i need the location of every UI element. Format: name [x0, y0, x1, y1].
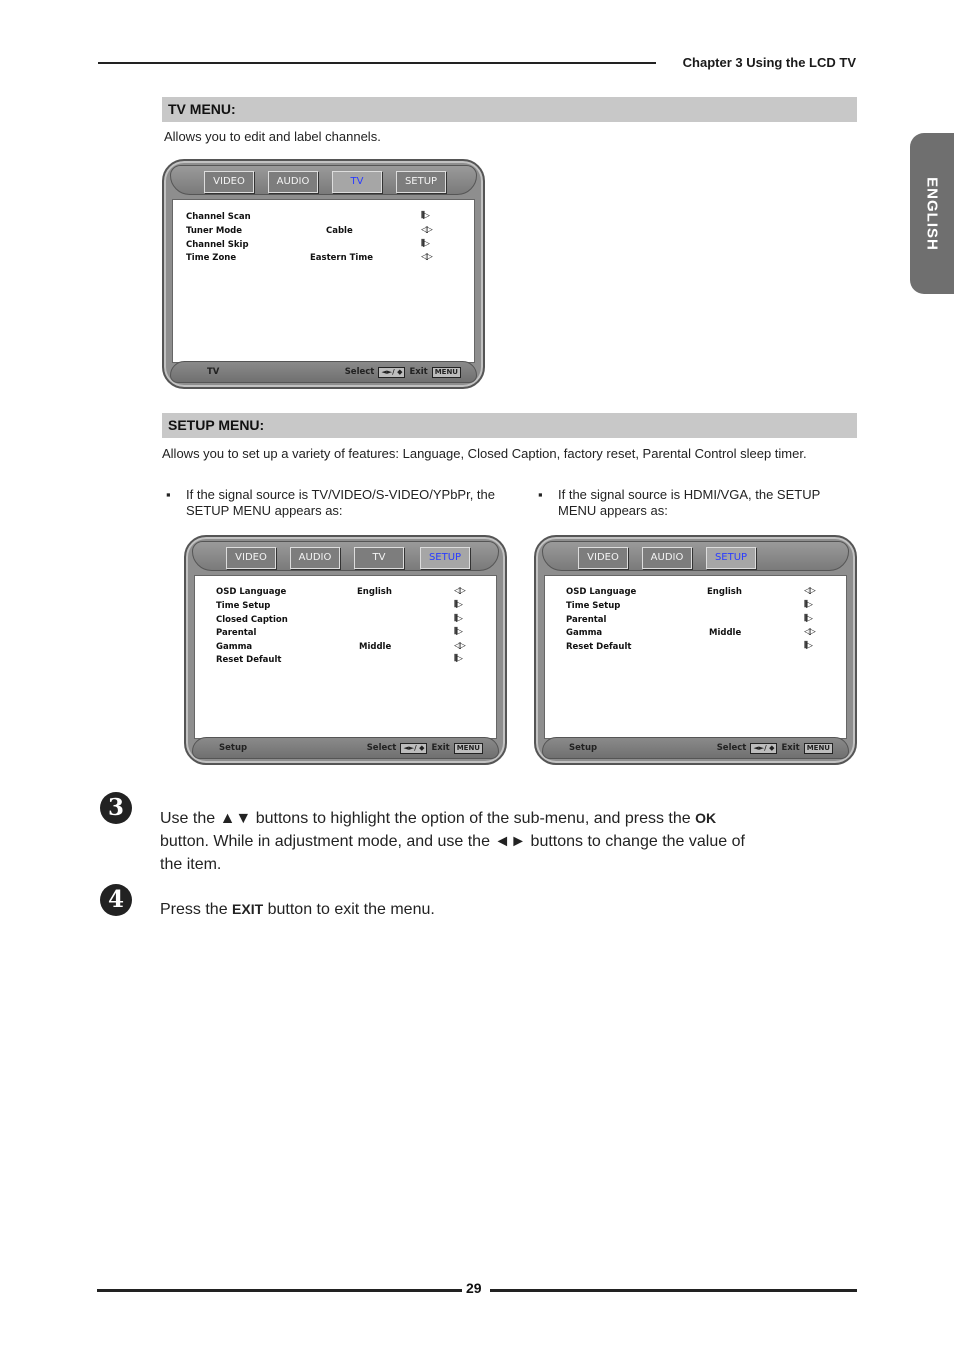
- osd-row-parental: [195, 628, 496, 641]
- left-right-icon: ◁▷: [804, 586, 814, 596]
- tv-menu-osd: [162, 159, 485, 389]
- row-label: Channel Skip: [186, 240, 249, 250]
- tab-audio: AUDIO: [290, 547, 340, 569]
- osd-row-osd-language: [545, 587, 846, 600]
- osd-footer-label: Setup: [569, 743, 598, 753]
- setup-menu-osd-tv: [184, 535, 507, 765]
- setup-menu-heading: SETUP MENU:: [168, 417, 265, 433]
- side-tab-label: ENGLISH: [923, 176, 941, 251]
- step-4-number-icon: 4: [100, 884, 132, 916]
- footer-rule-right: [490, 1289, 857, 1292]
- tv-menu-heading: TV MENU:: [168, 101, 236, 117]
- osd-row-time-zone: [173, 253, 474, 266]
- osd-footer-label: Setup: [219, 743, 248, 753]
- row-label: Closed Caption: [216, 615, 288, 625]
- osd-footer-bar: [192, 737, 499, 759]
- enter-icon: ⦀▷: [421, 239, 428, 249]
- step-3-number-icon: 3: [100, 792, 132, 824]
- osd-row-parental: [545, 615, 846, 628]
- bullet-text: If the signal source is TV/VIDEO/S-VIDEO/YPbPr, the SETUP MENU appears as:: [186, 487, 495, 518]
- left-right-icon: ◁▷: [421, 252, 431, 262]
- osd-row-time-setup: [195, 601, 496, 614]
- row-label: OSD Language: [566, 587, 637, 597]
- menu-key-icon: MENU: [804, 743, 833, 754]
- enter-icon: ⦀▷: [804, 614, 811, 624]
- left-right-icon: ◁▷: [804, 627, 814, 637]
- setup-menu-description: Allows you to set up a variety of features: Language, Closed Caption, factory reset, Parental Control sleep timer.: [162, 446, 807, 461]
- setup-menu-heading-bar: [162, 413, 857, 438]
- setup-menu-osd-hdmi: [534, 535, 857, 765]
- enter-icon: ⦀▷: [454, 654, 461, 664]
- step-4-text-pre: Press the: [160, 901, 233, 918]
- row-label: Time Setup: [566, 601, 621, 611]
- row-value: Middle: [709, 628, 742, 638]
- bullet-text: If the signal source is HDMI/VGA, the SETUP MENU appears as:: [558, 487, 821, 518]
- row-label: Channel Scan: [186, 212, 251, 222]
- arrow-keys-icon: ◄►/ ◆: [378, 367, 405, 378]
- enter-icon: ⦀▷: [804, 641, 811, 651]
- osd-content: [544, 575, 847, 739]
- enter-icon: ⦀▷: [454, 627, 461, 637]
- arrow-keys-icon: ◄►/ ◆: [750, 743, 777, 754]
- exit-hint: Exit: [431, 743, 450, 753]
- ok-key-label: OK: [695, 810, 717, 826]
- left-right-icon: ◁▷: [421, 225, 431, 235]
- enter-icon: ⦀▷: [454, 600, 461, 610]
- osd-content: [172, 199, 475, 363]
- osd-row-channel-scan: [173, 212, 474, 225]
- step-3-line-2: button. While in adjustment mode, and use the ◄► buttons to change the value of: [160, 833, 745, 850]
- enter-icon: ⦀▷: [421, 211, 428, 221]
- tab-audio: AUDIO: [268, 171, 318, 193]
- osd-footer-bar: [170, 361, 477, 383]
- tab-audio: AUDIO: [642, 547, 692, 569]
- osd-row-time-setup: [545, 601, 846, 614]
- row-label: Tuner Mode: [186, 226, 243, 236]
- osd-tab-bar: [170, 165, 477, 195]
- exit-hint: Exit: [781, 743, 800, 753]
- tab-video: VIDEO: [226, 547, 276, 569]
- page-number: 29: [466, 1280, 482, 1296]
- tab-setup: SETUP: [706, 547, 756, 569]
- osd-row-reset-default: [545, 642, 846, 655]
- tab-video: VIDEO: [204, 171, 254, 193]
- tv-menu-description: Allows you to edit and label channels.: [164, 129, 381, 144]
- osd-footer-bar: [542, 737, 849, 759]
- select-hint: Select: [716, 743, 747, 753]
- row-label: Gamma: [566, 628, 603, 638]
- osd-footer-hints: [345, 367, 462, 378]
- left-right-icon: ◁▷: [454, 641, 464, 651]
- tab-video: VIDEO: [578, 547, 628, 569]
- language-side-tab: [910, 133, 954, 294]
- osd-row-gamma: [545, 628, 846, 641]
- tab-tv: TV: [354, 547, 404, 569]
- step-3-line-1: [160, 807, 840, 830]
- osd-row-tuner-mode: [173, 226, 474, 239]
- row-label: OSD Language: [216, 587, 287, 597]
- select-hint: Select: [366, 743, 397, 753]
- osd-row-gamma: [195, 642, 496, 655]
- osd-row-osd-language: [195, 587, 496, 600]
- row-label: Parental: [216, 628, 257, 638]
- tv-menu-heading-bar: [162, 97, 857, 122]
- osd-content: [194, 575, 497, 739]
- step-3-text: [160, 807, 840, 876]
- osd-row-closed-caption: [195, 615, 496, 628]
- left-right-icon: ◁▷: [454, 586, 464, 596]
- row-label: Time Zone: [186, 253, 237, 263]
- bullet-marker: ▪: [538, 487, 543, 502]
- step-3-line-3: the item.: [160, 856, 222, 873]
- step-3-text-part: Use the ▲▼ buttons to highlight the option of the sub-menu, and press the: [160, 810, 696, 827]
- menu-key-icon: MENU: [454, 743, 483, 754]
- header-rule: [98, 62, 656, 64]
- enter-icon: ⦀▷: [804, 600, 811, 610]
- osd-tab-bar: [542, 541, 849, 571]
- row-label: Parental: [566, 615, 607, 625]
- row-value: Eastern Time: [310, 253, 373, 263]
- row-value: Middle: [359, 642, 392, 652]
- bullet-tv-sources: [166, 487, 506, 523]
- row-value: English: [357, 587, 392, 597]
- row-label: Gamma: [216, 642, 253, 652]
- osd-footer-hints: [717, 743, 834, 754]
- bullet-hdmi-sources: [538, 487, 838, 523]
- bullet-marker: ▪: [166, 487, 171, 502]
- chapter-title: Chapter 3 Using the LCD TV: [682, 55, 856, 70]
- row-label: Reset Default: [566, 642, 632, 652]
- step-4-text: [160, 898, 840, 921]
- menu-key-icon: MENU: [432, 367, 461, 378]
- tab-setup: SETUP: [396, 171, 446, 193]
- exit-key-label: EXIT: [232, 901, 264, 917]
- select-hint: Select: [344, 367, 375, 377]
- tab-setup: SETUP: [420, 547, 470, 569]
- row-value: Cable: [326, 226, 353, 236]
- osd-row-reset-default: [195, 655, 496, 668]
- row-label: Time Setup: [216, 601, 271, 611]
- osd-footer-label: TV: [207, 367, 220, 377]
- enter-icon: ⦀▷: [454, 614, 461, 624]
- row-label: Reset Default: [216, 655, 282, 665]
- osd-footer-hints: [367, 743, 484, 754]
- footer-rule-left: [97, 1289, 462, 1292]
- step-4-text-post: button to exit the menu.: [263, 901, 435, 918]
- osd-tab-bar: [192, 541, 499, 571]
- arrow-keys-icon: ◄►/ ◆: [400, 743, 427, 754]
- exit-hint: Exit: [409, 367, 428, 377]
- row-value: English: [707, 587, 742, 597]
- tab-tv: TV: [332, 171, 382, 193]
